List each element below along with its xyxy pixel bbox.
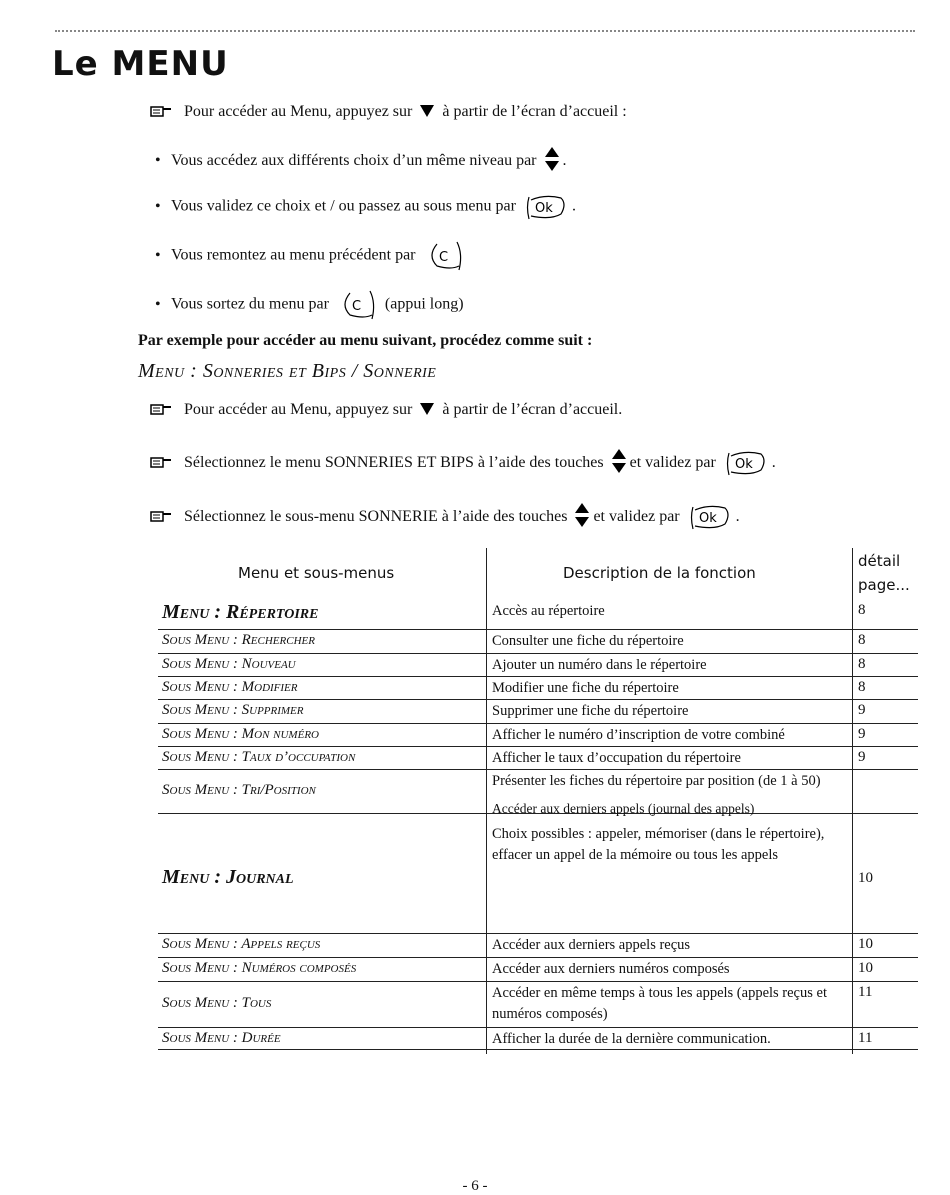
bullet-text-end: . <box>562 152 567 169</box>
table-cell-page: 9 <box>858 702 866 718</box>
page-title: Le MENU <box>52 44 229 84</box>
row-divider <box>158 1049 918 1050</box>
pointing-hand-icon <box>150 455 172 469</box>
table-row <box>158 801 918 934</box>
table-row <box>158 724 918 747</box>
table-cell-menu: Sous Menu : Modifier <box>162 679 298 695</box>
bullet-text: Vous remontez au menu précédent par <box>171 246 416 264</box>
table-cell-page: 8 <box>858 602 866 618</box>
menu-table <box>158 548 918 1058</box>
step-text: Sélectionnez le sous-menu SONNERIE à l’aide des touches <box>184 508 568 525</box>
up-down-arrow-icon <box>544 146 560 172</box>
bullet-icon: • <box>155 197 161 215</box>
table-cell-page: 9 <box>858 726 866 742</box>
bullet-icon: • <box>155 152 161 169</box>
bullet-text-end: (appui long) <box>384 295 464 313</box>
step-text: Pour accéder au Menu, appuyez sur <box>184 401 413 418</box>
table-cell-menu: Sous Menu : Taux d’occupation <box>162 749 356 765</box>
table-cell-menu: Menu : Répertoire <box>162 601 319 623</box>
table-row <box>158 747 918 770</box>
step-text-end: . <box>771 454 776 471</box>
table-row <box>158 654 918 677</box>
table-cell-page: 11 <box>858 1030 873 1046</box>
down-arrow-icon <box>420 403 434 415</box>
up-down-arrow-icon <box>574 502 590 528</box>
column-header-page: page... <box>858 576 910 594</box>
table-cell-menu: Sous Menu : Supprimer <box>162 702 304 718</box>
table-row <box>158 700 918 724</box>
step-3 <box>150 502 740 532</box>
table-cell-description: Ajouter un numéro dans le répertoire <box>492 657 707 673</box>
step-text-middle: et validez par <box>629 454 716 471</box>
table-cell-menu: Sous Menu : Nouveau <box>162 656 296 672</box>
table-cell-menu: Sous Menu : Numéros composés <box>162 960 357 976</box>
column-header-menu: Menu et sous-menus <box>238 564 395 582</box>
bullet-icon: • <box>155 246 161 264</box>
table-cell-description: Afficher le numéro d’inscription de votre combiné <box>492 727 785 743</box>
bullet-1 <box>155 146 567 172</box>
table-cell-page: 10 <box>858 870 873 886</box>
table-cell-description: Accès au répertoire <box>492 603 605 619</box>
table-cell-page: 8 <box>858 656 866 672</box>
table-cell-menu: Sous Menu : Durée <box>162 1030 281 1046</box>
c-key-icon <box>336 289 378 321</box>
table-cell-menu: Sous Menu : Tous <box>162 995 272 1011</box>
table-cell-description: Afficher la durée de la dernière communication. <box>492 1031 771 1047</box>
bullet-text-end: . <box>571 197 576 215</box>
bullet-text: Vous sortez du menu par <box>171 295 329 313</box>
bullet-icon: • <box>155 295 161 313</box>
example-heading: Par exemple pour accéder au menu suivant, procédez comme suit : <box>138 332 593 349</box>
bullet-text: Vous accédez aux différents choix d’un même niveau par <box>171 152 537 169</box>
page-number: - 6 - <box>462 1178 488 1194</box>
ok-key-icon <box>723 448 769 478</box>
table-cell-menu: Sous Menu : Tri/Position <box>162 782 316 798</box>
bullet-4 <box>155 289 464 321</box>
table-cell-page: 8 <box>858 679 866 695</box>
up-down-arrow-icon <box>611 448 627 474</box>
down-arrow-icon <box>420 105 434 117</box>
table-row <box>158 600 918 630</box>
column-header-description: Description de la fonction <box>563 564 756 582</box>
table-cell-page: 10 <box>858 960 873 976</box>
table-cell-menu: Menu : Journal <box>162 866 294 888</box>
bullet-2 <box>155 192 576 222</box>
pointing-hand-icon <box>150 509 172 523</box>
table-cell-page: 10 <box>858 936 873 952</box>
ok-key-label: Ok <box>698 511 717 527</box>
table-row <box>158 934 918 958</box>
table-cell-description: Accéder en même temps à tous les appels (appels reçus et numéros composés) <box>492 985 827 1022</box>
c-key-label: C <box>351 299 361 314</box>
step-text-end: . <box>735 508 740 525</box>
step-2 <box>150 448 776 478</box>
step-1 <box>150 400 622 420</box>
table-cell-description: Afficher le taux d’occupation du répertoire <box>492 750 741 766</box>
step-text: Sélectionnez le menu SONNERIES ET BIPS à l’aide des touches <box>184 454 604 471</box>
table-cell-description: Présenter les fiches du répertoire par position (de 1 à 50) <box>492 773 821 789</box>
table-cell-menu: Sous Menu : Rechercher <box>162 632 315 648</box>
ok-key-label: Ok <box>534 201 553 216</box>
table-cell-description: Accéder aux derniers appels (journal des appels) <box>492 801 755 816</box>
section-title: Menu : Sonneries et Bips / Sonnerie <box>138 360 437 382</box>
table-row <box>158 958 918 982</box>
intro-text-before: Pour accéder au Menu, appuyez sur <box>184 103 413 120</box>
intro-line <box>150 102 627 122</box>
table-row <box>158 630 918 654</box>
ok-key-label: Ok <box>734 457 753 473</box>
table-cell-description: Modifier une fiche du répertoire <box>492 680 679 696</box>
c-key-icon <box>423 240 465 272</box>
bullet-text: Vous validez ce choix et / ou passez au sous menu par <box>171 197 516 215</box>
bullet-3 <box>155 240 468 272</box>
ok-key-icon <box>687 502 733 532</box>
pointing-hand-icon <box>150 104 172 118</box>
intro-text-after: à partir de l’écran d’accueil : <box>442 103 627 120</box>
table-cell-menu: Sous Menu : Appels reçus <box>162 936 321 952</box>
pointing-hand-icon <box>150 402 172 416</box>
column-header-detail: détail <box>858 552 901 570</box>
header-strip <box>55 30 915 42</box>
ok-key-icon <box>523 192 569 222</box>
table-cell-description: Consulter une fiche du répertoire <box>492 633 684 649</box>
table-cell-description: Accéder aux derniers numéros composés <box>492 961 730 977</box>
table-cell-description: Accéder aux derniers appels reçus <box>492 937 691 953</box>
table-row <box>158 982 918 1028</box>
c-key-label: C <box>438 250 448 265</box>
table-cell-description-extra: Choix possibles : appeler, mémoriser (dans le répertoire), effacer un appel de la mémoire ou tous les appels <box>492 826 825 863</box>
step-text-middle: et validez par <box>593 508 680 525</box>
table-cell-description: Supprimer une fiche du répertoire <box>492 703 689 719</box>
table-cell-menu: Sous Menu : Mon numéro <box>162 726 319 742</box>
table-cell-page: 9 <box>858 749 866 765</box>
step-text-end: à partir de l’écran d’accueil. <box>442 401 623 418</box>
table-row <box>158 677 918 700</box>
table-cell-page: 11 <box>858 984 873 1000</box>
table-row <box>158 1028 918 1050</box>
table-cell-page: 8 <box>858 632 866 648</box>
